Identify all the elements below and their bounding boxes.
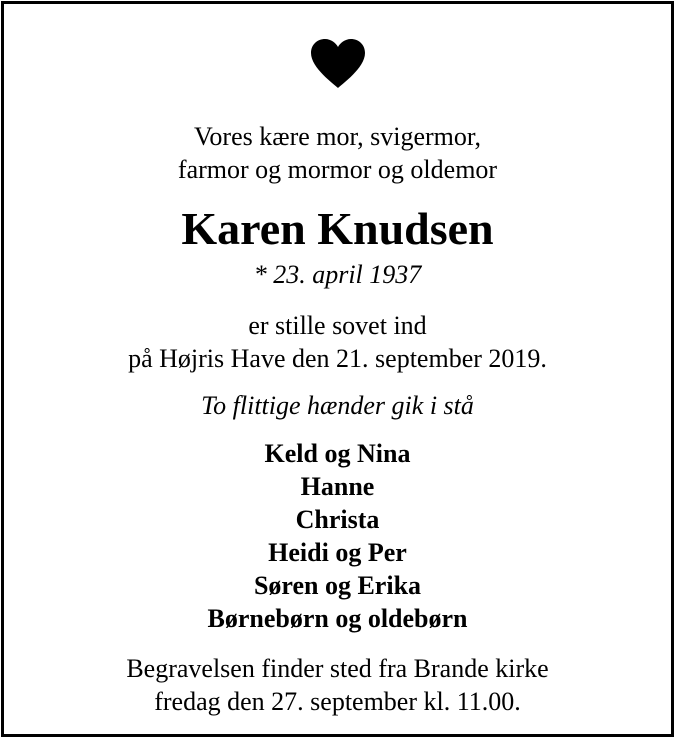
funeral-line-2: fredag den 27. september kl. 11.00.	[154, 687, 521, 716]
deceased-name: Karen Knudsen	[181, 203, 494, 254]
mourner-name: Børnebørn og oldebørn	[207, 604, 468, 633]
intro-line-1: Vores kære mor, svigermor,	[193, 122, 481, 151]
mourner-name: Søren og Erika	[253, 571, 422, 600]
funeral-info	[4, 652, 671, 718]
mourners-list	[4, 437, 671, 635]
death-line-2: på Højris Have den 21. september 2019.	[128, 344, 547, 373]
intro-line-2: farmor og mormor og oldemor	[177, 155, 498, 184]
intro-text	[4, 120, 671, 186]
heart-icon	[309, 38, 367, 90]
mourner-name: Hanne	[300, 472, 375, 501]
mourner-name: Keld og Nina	[264, 439, 411, 468]
death-line-1: er stille sovet ind	[248, 311, 427, 340]
funeral-line-1: Begravelsen finder sted fra Brande kirke	[126, 654, 549, 683]
obituary-frame	[1, 1, 674, 737]
memorial-verse: To flittige hænder gik i stå	[201, 391, 474, 420]
death-notice	[4, 309, 671, 375]
birth-date: * 23. april 1937	[253, 260, 422, 289]
mourner-name: Heidi og Per	[268, 538, 407, 567]
mourner-name: Christa	[295, 505, 380, 534]
